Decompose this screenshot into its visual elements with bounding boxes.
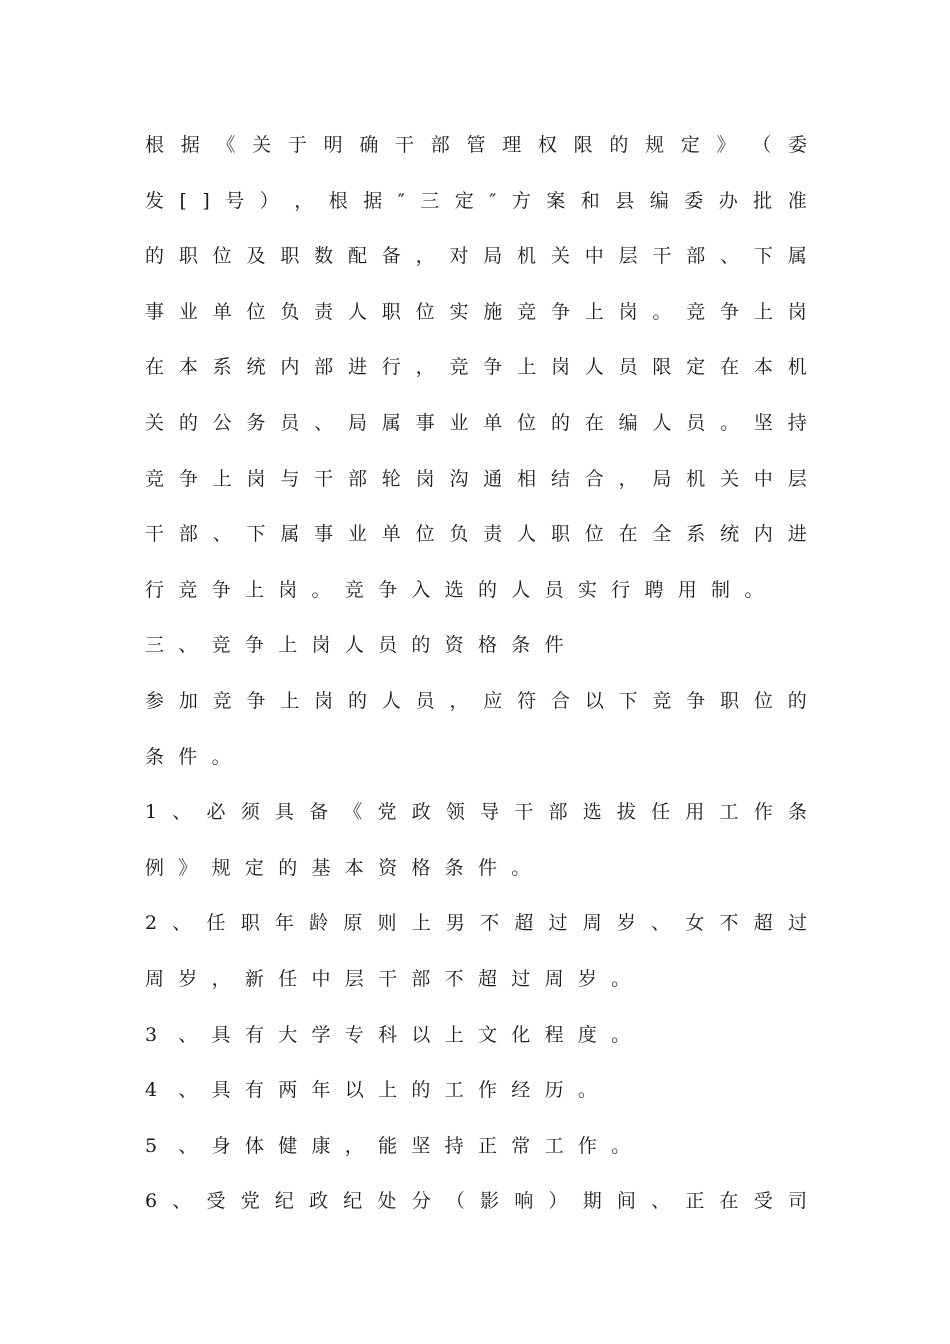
list-item-4: 4 、 具 有 两 年 以 上 的 工 作 经 历 。	[145, 1079, 597, 1101]
list-item-2-cont: 周 岁 ， 新 任 中 层 干 部 不 超 过 周 岁 。	[145, 968, 631, 990]
list-item-3: 3 、 具 有 大 学 专 科 以 上 文 化 程 度 。	[145, 1024, 631, 1046]
text-line-4: 事 业 单 位 负 责 人 职 位 实 施 竞 争 上 岗 。 竞 争 上 岗	[145, 301, 807, 323]
section-heading: 三 、 竞 争 上 岗 人 员 的 资 格 条 件	[145, 634, 564, 656]
text-line-5: 在 本 系 统 内 部 进 行 ， 竞 争 上 岗 人 员 限 定 在 本 机	[145, 356, 807, 378]
text-line-2: 发 [ ] 号 ） ， 根 据 ″ 三 定 ″ 方 案 和 县 编 委 办 批 准	[145, 190, 807, 212]
list-item-1-cont: 例 》 规 定 的 基 本 资 格 条 件 。	[145, 857, 531, 879]
list-item-5: 5 、 身 体 健 康 ， 能 坚 持 正 常 工 作 。	[145, 1135, 631, 1157]
text-line-7: 竞 争 上 岗 与 干 部 轮 岗 沟 通 相 结 合 ， 局 机 关 中 层	[145, 468, 807, 490]
text-line-12: 条 件 。	[145, 746, 231, 768]
text-line-8: 干 部 、 下 属 事 业 单 位 负 责 人 职 位 在 全 系 统 内 进	[145, 523, 807, 545]
text-line-6: 关 的 公 务 员 、 局 属 事 业 单 位 的 在 编 人 员 。 坚 持	[145, 412, 807, 434]
text-line-9: 行 竞 争 上 岗 。 竞 争 入 选 的 人 员 实 行 聘 用 制 。	[145, 579, 764, 601]
text-line-3: 的 职 位 及 职 数 配 备 ， 对 局 机 关 中 层 干 部 、 下 属	[145, 245, 807, 267]
list-item-2: 2 、 任 职 年 龄 原 则 上 男 不 超 过 周 岁 、 女 不 超 过	[145, 912, 807, 934]
list-item-1: 1 、 必 须 具 备 《 党 政 领 导 干 部 选 拔 任 用 工 作 条	[145, 801, 807, 823]
text-line-11: 参 加 竞 争 上 岗 的 人 员 ， 应 符 合 以 下 竞 争 职 位 的	[145, 690, 807, 712]
text-line-1: 根 据 《 关 于 明 确 干 部 管 理 权 限 的 规 定 》 （ 委	[145, 134, 807, 156]
list-item-6: 6 、 受 党 纪 政 纪 处 分 （ 影 响 ） 期 间 、 正 在 受 司	[145, 1190, 807, 1212]
